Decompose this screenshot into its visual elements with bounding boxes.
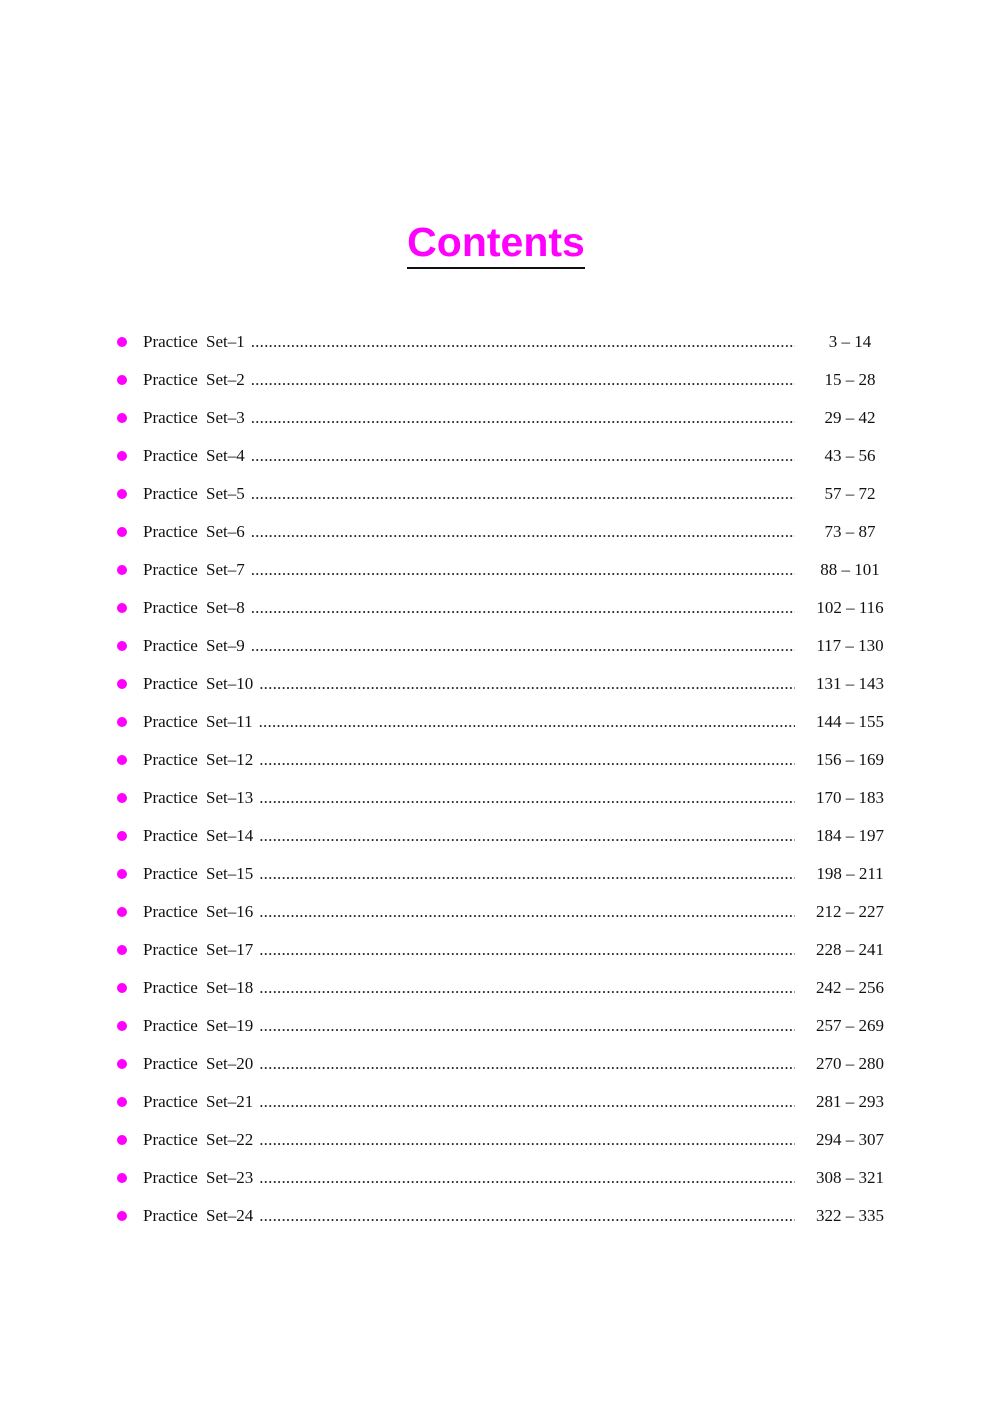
bullet-icon — [117, 945, 127, 955]
dot-leader — [251, 444, 795, 468]
toc-entry-label: Practice Set–4 — [143, 446, 245, 465]
toc-entry-pages: 144 – 155 — [816, 712, 884, 731]
dot-leader — [251, 368, 795, 392]
bullet-icon — [117, 413, 127, 423]
toc-entry-label: Practice Set–3 — [143, 408, 245, 427]
toc-entry-label: Practice Set–9 — [143, 636, 245, 655]
toc-entry-14[interactable] — [0, 817, 992, 855]
toc-entry-text — [143, 1204, 795, 1228]
toc-entry-text — [143, 1090, 795, 1114]
toc-entry-pages: 242 – 256 — [816, 978, 884, 997]
toc-entry-2[interactable] — [0, 361, 992, 399]
bullet-icon — [117, 1021, 127, 1031]
bullet-icon — [117, 983, 127, 993]
toc-entry-text — [143, 824, 795, 848]
toc-entry-pages: 156 – 169 — [816, 750, 884, 769]
toc-entry-text — [143, 1014, 795, 1038]
toc-entry-8[interactable] — [0, 589, 992, 627]
toc-entry-22[interactable] — [0, 1121, 992, 1159]
toc-entry-23[interactable] — [0, 1159, 992, 1197]
table-of-contents — [0, 323, 992, 1235]
toc-entry-label: Practice Set–11 — [143, 712, 253, 731]
toc-entry-pages: 228 – 241 — [816, 940, 884, 959]
toc-entry-pages: 3 – 14 — [828, 332, 872, 351]
toc-entry-text — [143, 786, 795, 810]
bullet-icon — [117, 1173, 127, 1183]
toc-entry-label: Practice Set–18 — [143, 978, 254, 997]
toc-entry-10[interactable] — [0, 665, 992, 703]
toc-entry-label: Practice Set–13 — [143, 788, 254, 807]
dot-leader — [259, 1052, 795, 1076]
toc-entry-6[interactable] — [0, 513, 992, 551]
bullet-icon — [117, 1135, 127, 1145]
toc-entry-text — [143, 558, 795, 582]
toc-entry-pages: 212 – 227 — [816, 902, 884, 921]
toc-entry-label: Practice Set–6 — [143, 522, 245, 541]
toc-entry-11[interactable] — [0, 703, 992, 741]
toc-entry-text — [143, 672, 795, 696]
toc-entry-text — [143, 862, 795, 886]
toc-entry-pages: 88 – 101 — [820, 560, 880, 579]
toc-entry-text — [143, 976, 795, 1000]
toc-entry-3[interactable] — [0, 399, 992, 437]
bullet-icon — [117, 717, 127, 727]
dot-leader — [251, 558, 795, 582]
bullet-icon — [117, 1097, 127, 1107]
bullet-icon — [117, 869, 127, 879]
toc-entry-text — [143, 900, 795, 924]
toc-entry-pages: 308 – 321 — [816, 1168, 884, 1187]
toc-entry-24[interactable] — [0, 1197, 992, 1235]
toc-entry-pages: 294 – 307 — [816, 1130, 884, 1149]
toc-entry-label: Practice Set–2 — [143, 370, 245, 389]
toc-entry-18[interactable] — [0, 969, 992, 1007]
toc-entry-pages: 270 – 280 — [816, 1054, 884, 1073]
dot-leader — [259, 1090, 795, 1114]
toc-entry-text — [143, 406, 795, 430]
toc-entry-label: Practice Set–17 — [143, 940, 254, 959]
dot-leader — [251, 406, 795, 430]
bullet-icon — [117, 565, 127, 575]
toc-entry-pages: 57 – 72 — [824, 484, 876, 503]
dot-leader — [259, 900, 795, 924]
toc-entry-label: Practice Set–22 — [143, 1130, 254, 1149]
bullet-icon — [117, 375, 127, 385]
bullet-icon — [117, 793, 127, 803]
toc-entry-text — [143, 634, 795, 658]
toc-entry-5[interactable] — [0, 475, 992, 513]
dot-leader — [259, 1128, 795, 1152]
dot-leader — [251, 520, 795, 544]
toc-entry-label: Practice Set–19 — [143, 1016, 254, 1035]
toc-entry-label: Practice Set–21 — [143, 1092, 254, 1111]
bullet-icon — [117, 641, 127, 651]
toc-entry-label: Practice Set–23 — [143, 1168, 254, 1187]
dot-leader — [259, 862, 795, 886]
toc-entry-pages: 131 – 143 — [816, 674, 884, 693]
toc-entry-pages: 117 – 130 — [816, 636, 884, 655]
toc-entry-19[interactable] — [0, 1007, 992, 1045]
toc-entry-1[interactable] — [0, 323, 992, 361]
toc-entry-pages: 102 – 116 — [816, 598, 884, 617]
toc-entry-label: Practice Set–1 — [143, 332, 245, 351]
toc-entry-9[interactable] — [0, 627, 992, 665]
toc-entry-4[interactable] — [0, 437, 992, 475]
toc-entry-text — [143, 710, 795, 734]
toc-entry-pages: 43 – 56 — [824, 446, 876, 465]
toc-entry-pages: 184 – 197 — [816, 826, 884, 845]
toc-entry-pages: 170 – 183 — [816, 788, 884, 807]
bullet-icon — [117, 755, 127, 765]
dot-leader — [251, 596, 795, 620]
toc-entry-text — [143, 1166, 795, 1190]
toc-entry-7[interactable] — [0, 551, 992, 589]
toc-entry-pages: 73 – 87 — [824, 522, 876, 541]
toc-entry-12[interactable] — [0, 741, 992, 779]
toc-entry-text — [143, 330, 795, 354]
toc-entry-16[interactable] — [0, 893, 992, 931]
dot-leader — [259, 710, 795, 734]
toc-entry-text — [143, 368, 795, 392]
toc-entry-text — [143, 444, 795, 468]
bullet-icon — [117, 1211, 127, 1221]
bullet-icon — [117, 451, 127, 461]
toc-entry-pages: 29 – 42 — [824, 408, 876, 427]
toc-entry-label: Practice Set–8 — [143, 598, 245, 617]
dot-leader — [259, 672, 795, 696]
toc-entry-label: Practice Set–7 — [143, 560, 245, 579]
dot-leader — [259, 938, 795, 962]
toc-entry-pages: 198 – 211 — [816, 864, 884, 883]
toc-entry-text — [143, 482, 795, 506]
toc-entry-pages: 281 – 293 — [816, 1092, 884, 1111]
bullet-icon — [117, 1059, 127, 1069]
dot-leader — [259, 1014, 795, 1038]
bullet-icon — [117, 527, 127, 537]
toc-entry-text — [143, 1052, 795, 1076]
dot-leader — [251, 634, 795, 658]
toc-entry-21[interactable] — [0, 1083, 992, 1121]
toc-entry-text — [143, 520, 795, 544]
bullet-icon — [117, 907, 127, 917]
toc-entry-label: Practice Set–15 — [143, 864, 254, 883]
toc-entry-pages: 15 – 28 — [824, 370, 876, 389]
dot-leader — [259, 748, 795, 772]
toc-entry-label: Practice Set–10 — [143, 674, 254, 693]
toc-entry-label: Practice Set–16 — [143, 902, 254, 921]
toc-entry-text — [143, 596, 795, 620]
dot-leader — [259, 786, 795, 810]
toc-entry-20[interactable] — [0, 1045, 992, 1083]
toc-entry-label: Practice Set–12 — [143, 750, 254, 769]
dot-leader — [259, 824, 795, 848]
toc-entry-13[interactable] — [0, 779, 992, 817]
toc-entry-text — [143, 1128, 795, 1152]
bullet-icon — [117, 337, 127, 347]
toc-entry-17[interactable] — [0, 931, 992, 969]
bullet-icon — [117, 603, 127, 613]
toc-entry-label: Practice Set–5 — [143, 484, 245, 503]
bullet-icon — [117, 489, 127, 499]
toc-entry-15[interactable] — [0, 855, 992, 893]
title-block — [0, 218, 992, 269]
toc-entry-label: Practice Set–24 — [143, 1206, 254, 1225]
dot-leader — [259, 1166, 795, 1190]
toc-entry-text — [143, 938, 795, 962]
bullet-icon — [117, 831, 127, 841]
toc-entry-pages: 257 – 269 — [816, 1016, 884, 1035]
dot-leader — [251, 482, 795, 506]
dot-leader — [251, 330, 795, 354]
toc-entry-pages: 322 – 335 — [816, 1206, 884, 1225]
dot-leader — [259, 1204, 795, 1228]
dot-leader — [259, 976, 795, 1000]
bullet-icon — [117, 679, 127, 689]
toc-entry-text — [143, 748, 795, 772]
toc-entry-label: Practice Set–14 — [143, 826, 254, 845]
toc-entry-label: Practice Set–20 — [143, 1054, 254, 1073]
page-title: Contents — [407, 218, 585, 269]
